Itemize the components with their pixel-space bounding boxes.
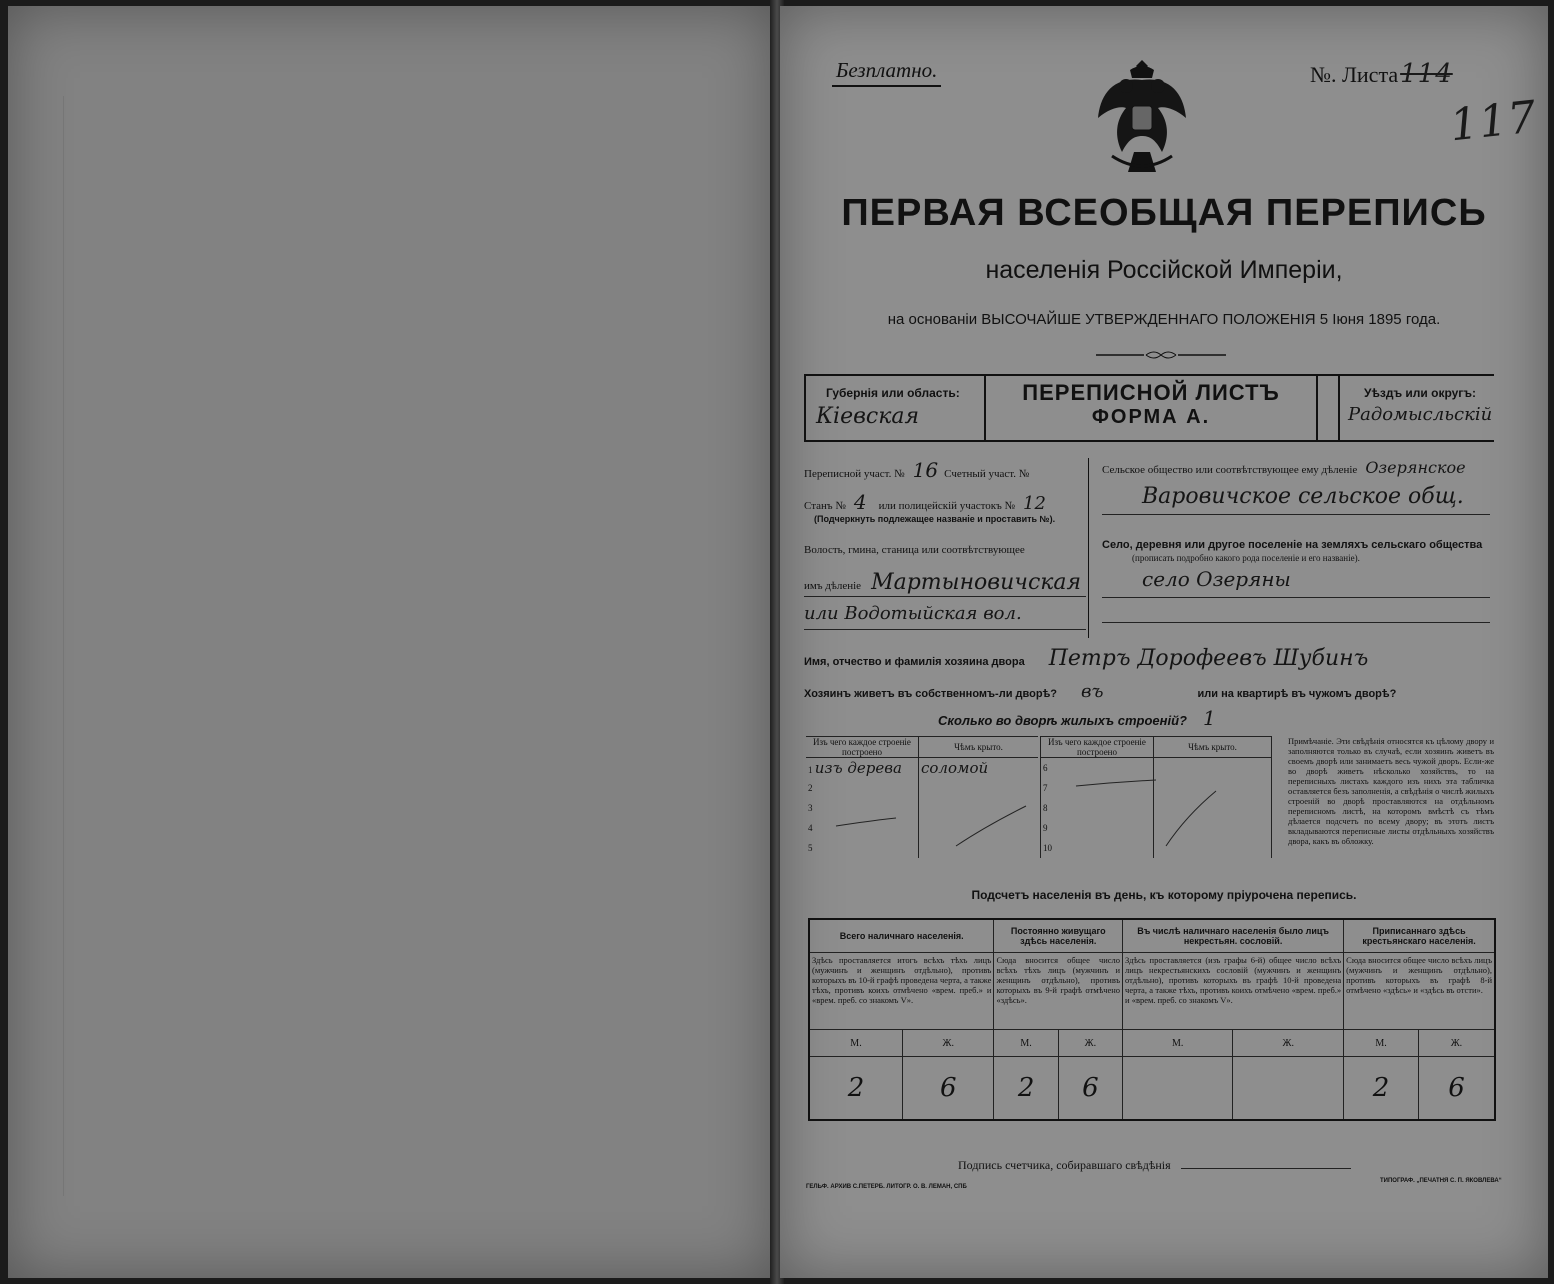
female-label: Ж. xyxy=(1418,1030,1495,1057)
roof-header: Чѣмъ крыто. xyxy=(1154,737,1272,758)
row-number: 7 xyxy=(1041,778,1154,798)
material-value: изъ дерева xyxy=(814,759,902,777)
society-row xyxy=(1102,458,1490,484)
material-header: Изъ чего каждое строеніе построено xyxy=(1041,737,1154,758)
male-label: М. xyxy=(809,1030,903,1057)
signature-row xyxy=(958,1156,1358,1174)
own-yard-value: въ xyxy=(1081,681,1104,702)
residence-row xyxy=(804,678,1494,704)
non-peasant-male-value xyxy=(1123,1057,1233,1121)
census-district-label: Переписной участ. № xyxy=(804,468,905,480)
free-label: Безплатно. xyxy=(832,58,941,87)
police-district-value: 12 xyxy=(1023,493,1046,514)
male-label: М. xyxy=(1344,1030,1419,1057)
volost-label: Волость, гмина, станица или соотвѣтствующее xyxy=(804,544,1025,556)
rented-label: или на квартирѣ въ чужомъ дворѣ? xyxy=(1197,688,1397,700)
registered-peasant-desc: Сюда вносится общее число всѣхъ лицъ (мужчинъ и женщинъ отдѣльно), противъ которыхъ въ графѣ 8-й отмѣчено «здѣсь» и «здѣсь въ отсти». xyxy=(1344,953,1495,1030)
village-extra-line xyxy=(1102,598,1490,623)
society-label: Сельское общество или соотвѣтствующее ему дѣленіе xyxy=(1102,464,1358,476)
material-header: Изъ чего каждое строеніе построено xyxy=(806,737,919,758)
form-title-cell xyxy=(984,376,1318,440)
total-female-value: 6 xyxy=(903,1057,994,1121)
printer-right: ТИПОГРАФ. „ПЕЧАТНЯ С. П. ЯКОВЛЕВА“ xyxy=(1380,1178,1502,1184)
governorate-cell xyxy=(804,376,984,440)
row-number: 5 xyxy=(808,843,813,853)
sheet-number xyxy=(1310,58,1453,90)
row-number: 1 xyxy=(808,765,813,775)
bleed-through-area xyxy=(63,96,764,1196)
permanent-male-value: 2 xyxy=(994,1057,1058,1121)
buildings-count-label: Сколько во дворѣ жилыхъ строеній? xyxy=(938,713,1187,728)
sheet-number-struck: 114 xyxy=(1400,59,1453,89)
stan-row xyxy=(804,490,1086,512)
row-number: 8 xyxy=(1041,798,1154,818)
permanent-population-header: Постоянно живущаго здѣсь населенія. xyxy=(994,919,1123,953)
row-number: 6 xyxy=(1041,758,1154,779)
permanent-population-desc: Сюда вносится общее число всѣхъ тѣхъ лицъ (мужчинъ и женщинъ отдѣльно), противъ которыхъ въ 9-й графѣ отмѣчено «здѣсь». xyxy=(994,953,1123,1030)
female-label: Ж. xyxy=(903,1030,994,1057)
permanent-female-value: 6 xyxy=(1058,1057,1122,1121)
underline-note: (Подчеркнуть подлежащее названіе и проставить №). xyxy=(814,514,1056,524)
village-value: село Озеряны xyxy=(1102,567,1490,598)
own-yard-label: Хозяинъ живетъ въ собственномъ-ли дворѣ? xyxy=(804,688,1058,700)
uezd-value: Радомысльскій xyxy=(1348,404,1493,425)
legal-basis: на основаніи ВЫСОЧАЙШЕ УТВЕРЖДЕННАГО ПОЛОЖЕНІЯ 5 Іюня 1895 года. xyxy=(887,311,1441,328)
registered-male-value: 2 xyxy=(1344,1057,1419,1121)
signature-label: Подпись счетчика, собиравшаго свѣдѣнія xyxy=(958,1158,1171,1172)
non-peasant-female-value xyxy=(1233,1057,1344,1121)
row-number: 4 xyxy=(808,823,813,833)
roof-header: Чѣмъ крыто. xyxy=(919,737,1039,758)
society-value: Озерянское xyxy=(1365,458,1466,477)
document-title: ПЕРВАЯ ВСЕОБЩАЯ ПЕРЕПИСЬ xyxy=(841,192,1487,234)
sheet-number-handwritten: 117 xyxy=(1447,91,1540,152)
male-label: М. xyxy=(994,1030,1058,1057)
census-district-row xyxy=(804,458,1086,484)
male-label: М. xyxy=(1123,1030,1233,1057)
governorate-value: Кіевская xyxy=(816,404,920,429)
uezd-label: Уѣздъ или округъ: xyxy=(1364,386,1477,400)
imperial-eagle-emblem-icon xyxy=(1092,56,1192,180)
location-fields-right xyxy=(1102,458,1490,623)
note-text: Примѣчаніе. Эти свѣдѣнія относятся къ цѣлому двору и заполняются только въ случаѣ, если хозяинъ живетъ въ своемъ дворѣ или занимаетъ весь чужой дворъ. Если-же во дворѣ живетъ нѣсколько хозяйствъ, то на переписныхъ листахъ каждого изъ нихъ эта табличка оставляется безъ заполненія, а свѣдѣнія о числѣ жилыхъ строеній во дворѣ проставляются на отдѣльномъ переписномъ листѣ, на которомъ вмѣстѣ съ тѣмъ дѣлается подсчетъ по всему двору; въ этотъ листъ вкладываются переписные листы отдѣльныхъ хозяйствъ двора, какъ въ обложку. xyxy=(1288,736,1494,846)
census-district-value: 16 xyxy=(912,458,939,482)
village-note: (прописать подробно какого рода поселеніе и его названіе). xyxy=(1132,553,1360,563)
total-male-value: 2 xyxy=(809,1057,903,1121)
owner-value: Петръ Дорофеевъ Шубинъ xyxy=(1048,646,1369,671)
total-population-header: Всего наличнаго населенія. xyxy=(809,919,994,953)
non-peasant-desc: Здѣсь проставляется (изъ графы 6-й) общее число всѣхъ лицъ некрестьянскихъ сословій (мужчинъ и женщинъ отдѣльно), противъ которыхъ въ графѣ 10-й проведена черта, а также тѣхъ, противъ коихъ отмѣчено «врем. преб.» и «врем. преб. со знакомъ V». xyxy=(1123,953,1344,1030)
left-blank-page xyxy=(8,6,774,1278)
sheet-number-label: №. Листа xyxy=(1310,62,1399,87)
non-peasant-header: Въ числѣ наличнаго населенія было лицъ некрестьян. сословій. xyxy=(1123,919,1344,953)
form-title: ПЕРЕПИСНОЙ ЛИСТЪ xyxy=(1022,380,1280,405)
female-label: Ж. xyxy=(1058,1030,1122,1057)
census-form-page xyxy=(780,6,1548,1278)
female-label: Ж. xyxy=(1233,1030,1344,1057)
row-number: 2 xyxy=(808,783,813,793)
population-table xyxy=(808,918,1496,1121)
counting-district-label: Счетный участ. № xyxy=(944,468,1030,480)
volost-row xyxy=(804,570,1086,597)
form-header-box xyxy=(804,374,1494,442)
stan-label: Станъ № xyxy=(804,500,846,512)
location-fields-left xyxy=(804,458,1086,630)
table-row xyxy=(806,758,1038,779)
row-number: 10 xyxy=(1041,838,1154,858)
volost-value: Мартыновичская xyxy=(871,570,1082,595)
police-district-label: или полицейскій участокъ № xyxy=(878,500,1016,512)
roof-value: соломой xyxy=(921,759,989,777)
form-subtitle: ФОРМА А. xyxy=(1091,406,1211,428)
buildings-count-value: 1 xyxy=(1203,706,1216,730)
total-population-desc: Здѣсь проставляется итогъ всѣхъ тѣхъ лицъ (мужчинъ и женщинъ отдѣльно), противъ которыхъ въ 10-й графѣ проведена черта, а также тѣхъ, противъ коихъ отмѣчено «врем. преб.» и «врем. преб. со знакомъ V». xyxy=(809,953,994,1030)
signature-line xyxy=(1181,1168,1351,1169)
buildings-count-row xyxy=(938,706,1358,730)
governorate-label: Губернія или область: xyxy=(826,386,960,400)
stan-value: 4 xyxy=(853,490,867,514)
document-subtitle: населенія Россійской Имперіи, xyxy=(985,256,1343,284)
owner-row xyxy=(804,646,1494,672)
owner-label: Имя, отчество и фамилія хозяина двора xyxy=(804,656,1025,668)
printer-left: ГЕЛЬФ. АРХИВ С.ПЕТЕРБ. ЛИТОГР. О. В. ЛЕМАН, СПБ xyxy=(806,1184,967,1190)
registered-peasant-header: Приписаннаго здѣсь крестьянскаго населенія. xyxy=(1344,919,1495,953)
volost-label-2: имъ дѣленіе xyxy=(804,580,862,592)
table-row xyxy=(1041,758,1272,779)
uezd-cell xyxy=(1338,376,1496,440)
row-number: 3 xyxy=(808,803,813,813)
field-divider xyxy=(1088,458,1089,638)
population-title: Подсчетъ населенія въ день, къ которому пріурочена перепись. xyxy=(971,888,1357,902)
society-value-2: Варовичское сельское общ. xyxy=(1102,484,1490,515)
village-label: Село, деревня или другое поселеніе на земляхъ сельскаго общества xyxy=(1102,539,1483,551)
divider-ornament-icon xyxy=(1096,349,1226,361)
strike-marks xyxy=(806,776,1276,866)
registered-female-value: 6 xyxy=(1418,1057,1495,1121)
volost-value-2: или Водотыйская вол. xyxy=(804,603,1086,630)
row-number: 9 xyxy=(1041,818,1154,838)
